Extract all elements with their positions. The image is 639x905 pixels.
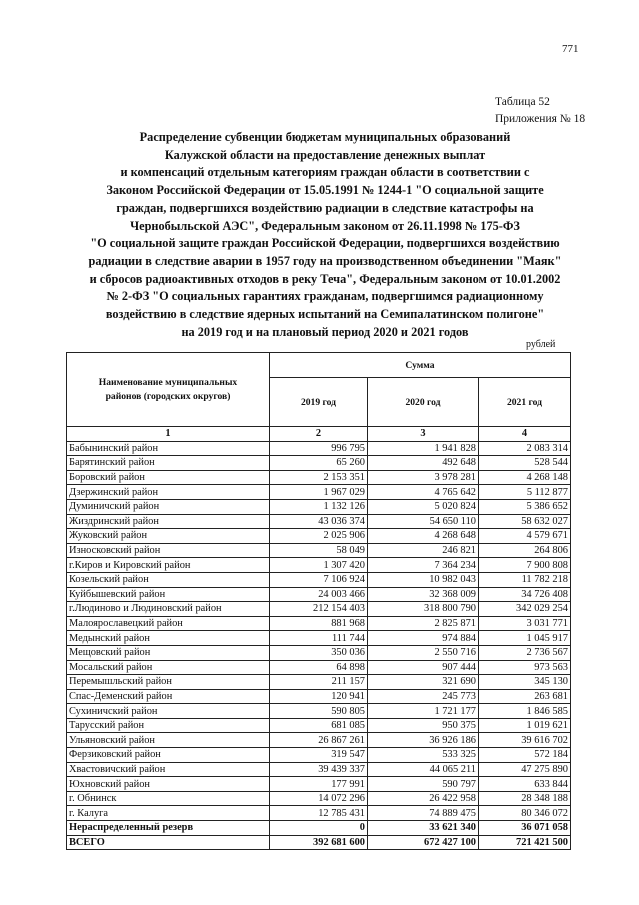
amount-2019-cell: 14 072 296 [270, 791, 368, 806]
amount-2020-cell: 7 364 234 [368, 558, 479, 573]
document-title [60, 129, 590, 341]
amount-2020-cell: 533 325 [368, 748, 479, 763]
header-2021: 2021 год [479, 378, 571, 427]
amount-2021-cell: 1 846 585 [479, 704, 571, 719]
amount-2020-cell: 492 648 [368, 456, 479, 471]
amount-2019-cell: 43 036 374 [270, 514, 368, 529]
table-row [67, 543, 571, 558]
amount-2021-cell: 973 563 [479, 660, 571, 675]
table-row [67, 689, 571, 704]
header-name-line1: Наименование муниципальных [98, 376, 238, 388]
header-name-column [67, 353, 270, 427]
amount-2021-cell: 528 544 [479, 456, 571, 471]
district-name-cell: Ульяновский район [67, 733, 270, 748]
amount-2020-cell: 3 978 281 [368, 470, 479, 485]
amount-2020-cell: 1 941 828 [368, 441, 479, 456]
amount-2020-cell: 4 765 642 [368, 485, 479, 500]
amount-2021-cell: 263 681 [479, 689, 571, 704]
district-name-cell: Барятинский район [67, 456, 270, 471]
district-name-cell: Спас-Деменский район [67, 689, 270, 704]
amount-2021-cell: 4 579 671 [479, 529, 571, 544]
district-name-cell: Жуковский район [67, 529, 270, 544]
column-number-row [67, 427, 571, 442]
table-row [67, 485, 571, 500]
header-row-sum [67, 353, 571, 378]
amount-2020-cell: 974 884 [368, 631, 479, 646]
amount-2020-cell: 318 800 790 [368, 602, 479, 617]
amount-2021-cell: 7 900 808 [479, 558, 571, 573]
amount-2020-cell: 74 889 475 [368, 806, 479, 821]
amount-2021-cell: 342 029 254 [479, 602, 571, 617]
title-line: Распределение субвенции бюджетам муниципальных образований [139, 130, 511, 144]
district-name-cell: Перемышльский район [67, 675, 270, 690]
title-line: № 2-ФЗ "О социальных гарантиях гражданам, подвергшимся радиационному [106, 289, 544, 304]
amount-2020-cell: 33 621 340 [368, 821, 479, 836]
amount-2021-cell: 4 268 148 [479, 470, 571, 485]
amount-2021-cell: 39 616 702 [479, 733, 571, 748]
amount-2021-cell: 2 083 314 [479, 441, 571, 456]
table-row [67, 470, 571, 485]
appendix-label: Приложения № 18 [495, 113, 586, 125]
district-name-cell: Дзержинский район [67, 485, 270, 500]
district-name-cell: Мосальский район [67, 660, 270, 675]
table-row [67, 456, 571, 471]
district-name-cell: г.Людиново и Людиновский район [67, 602, 270, 617]
district-name-cell: Юхновский район [67, 777, 270, 792]
amount-2020-cell: 26 422 958 [368, 791, 479, 806]
amount-2020-cell: 32 368 009 [368, 587, 479, 602]
amount-2019-cell: 64 898 [270, 660, 368, 675]
total-row [67, 835, 571, 850]
amount-2019-cell: 39 439 337 [270, 762, 368, 777]
units-label: рублей [526, 339, 556, 350]
district-name-cell: Бабынинский район [67, 441, 270, 456]
amount-2021-cell: 345 130 [479, 675, 571, 690]
table-row [67, 558, 571, 573]
table-row [67, 675, 571, 690]
district-name-cell: г. Обнинск [67, 791, 270, 806]
district-name-cell: Мещовский район [67, 645, 270, 660]
reserve-row [67, 821, 571, 836]
title-line: граждан, подвергшихся воздействию радиации в следствие катастрофы на [116, 200, 534, 215]
table-row [67, 602, 571, 617]
header-sum: Сумма [270, 353, 571, 378]
table-row [67, 631, 571, 646]
amount-2019-cell: 24 003 466 [270, 587, 368, 602]
amount-2020-cell: 44 065 211 [368, 762, 479, 777]
amount-2019-cell: 1 307 420 [270, 558, 368, 573]
amount-2021-cell: 34 726 408 [479, 587, 571, 602]
table-row [67, 733, 571, 748]
district-name-cell: Думиничский район [67, 499, 270, 514]
district-name-cell: Боровский район [67, 470, 270, 485]
district-name-cell: Медынский район [67, 631, 270, 646]
amount-2021-cell: 36 071 058 [479, 821, 571, 836]
amount-2019-cell: 58 049 [270, 543, 368, 558]
title-line: воздействию в следствие ядерных испытаний на Семипалатинском полигоне" [105, 307, 545, 322]
table-row [67, 587, 571, 602]
amount-2021-cell: 2 736 567 [479, 645, 571, 660]
table-row [67, 572, 571, 587]
amount-2021-cell: 1 019 621 [479, 718, 571, 733]
table-row [67, 499, 571, 514]
amount-2019-cell: 212 154 403 [270, 602, 368, 617]
amount-2021-cell: 28 348 188 [479, 791, 571, 806]
table-row [67, 704, 571, 719]
amount-2020-cell: 5 020 824 [368, 499, 479, 514]
amount-2019-cell: 120 941 [270, 689, 368, 704]
amount-2019-cell: 319 547 [270, 748, 368, 763]
amount-2021-cell: 11 782 218 [479, 572, 571, 587]
table-row [67, 718, 571, 733]
amount-2020-cell: 321 690 [368, 675, 479, 690]
district-name-cell: Тарусский район [67, 718, 270, 733]
amount-2020-cell: 10 982 043 [368, 572, 479, 587]
district-name-cell: г.Киров и Кировский район [67, 558, 270, 573]
amount-2021-cell: 5 386 652 [479, 499, 571, 514]
district-name-cell: Куйбышевский район [67, 587, 270, 602]
amount-2020-cell: 907 444 [368, 660, 479, 675]
table-row [67, 441, 571, 456]
amount-2019-cell: 1 967 029 [270, 485, 368, 500]
subvention-table [66, 352, 571, 850]
amount-2020-cell: 1 721 177 [368, 704, 479, 719]
district-name-cell: Износковский район [67, 543, 270, 558]
table-row [67, 791, 571, 806]
table-row [67, 660, 571, 675]
district-name-cell: Козельский район [67, 572, 270, 587]
title-line: радиации в следствие аварии в 1957 году на производственном объединении "Маяк" [88, 253, 562, 268]
amount-2019-cell: 111 744 [270, 631, 368, 646]
amount-2019-cell: 1 132 126 [270, 499, 368, 514]
amount-2020-cell: 2 550 716 [368, 645, 479, 660]
table-row [67, 762, 571, 777]
amount-2019-cell: 996 795 [270, 441, 368, 456]
amount-2019-cell: 65 260 [270, 456, 368, 471]
title-line: на 2019 год и на плановый период 2020 и 2021 годов [181, 324, 469, 339]
column-number-3: 3 [368, 427, 479, 442]
amount-2020-cell: 4 268 648 [368, 529, 479, 544]
amount-2019-cell: 12 785 431 [270, 806, 368, 821]
amount-2020-cell: 54 650 110 [368, 514, 479, 529]
column-number-4: 4 [479, 427, 571, 442]
district-name-cell: Ферзиковский район [67, 748, 270, 763]
title-line: Законом Российской Федерации от 15.05.1991 № 1244-1 "О социальной защите [106, 183, 544, 198]
amount-2021-cell: 572 184 [479, 748, 571, 763]
amount-2020-cell: 245 773 [368, 689, 479, 704]
amount-2021-cell: 721 421 500 [479, 835, 571, 850]
district-name-cell: ВСЕГО [67, 835, 270, 850]
table-row [67, 616, 571, 631]
table-row [67, 529, 571, 544]
amount-2021-cell: 3 031 771 [479, 616, 571, 631]
amount-2021-cell: 264 806 [479, 543, 571, 558]
amount-2020-cell: 246 821 [368, 543, 479, 558]
amount-2019-cell: 2 153 351 [270, 470, 368, 485]
amount-2021-cell: 80 346 072 [479, 806, 571, 821]
amount-2019-cell: 26 867 261 [270, 733, 368, 748]
district-name-cell: Малоярославецкий район [67, 616, 270, 631]
amount-2019-cell: 350 036 [270, 645, 368, 660]
table-row [67, 777, 571, 792]
amount-2020-cell: 36 926 186 [368, 733, 479, 748]
title-line: Чернобыльской АЭС", Федеральным законом от 26.11.1998 № 175-ФЗ [130, 218, 520, 233]
title-line: Калужской области на предоставление денежных выплат [164, 147, 486, 162]
amount-2019-cell: 7 106 924 [270, 572, 368, 587]
table-row [67, 645, 571, 660]
table-row [67, 514, 571, 529]
header-2019: 2019 год [270, 378, 368, 427]
amount-2021-cell: 1 045 917 [479, 631, 571, 646]
table-label: Таблица 52 [495, 96, 550, 108]
district-name-cell: Жиздринский район [67, 514, 270, 529]
table-row [67, 806, 571, 821]
amount-2019-cell: 0 [270, 821, 368, 836]
amount-2019-cell: 211 157 [270, 675, 368, 690]
amount-2020-cell: 672 427 100 [368, 835, 479, 850]
amount-2021-cell: 633 844 [479, 777, 571, 792]
amount-2019-cell: 681 085 [270, 718, 368, 733]
title-line: и сбросов радиоактивных отходов в реку Теча", Федеральным законом от 10.01.2002 [89, 271, 561, 286]
district-name-cell: Сухиничский район [67, 704, 270, 719]
amount-2019-cell: 2 025 906 [270, 529, 368, 544]
amount-2020-cell: 590 797 [368, 777, 479, 792]
amount-2021-cell: 58 632 027 [479, 514, 571, 529]
amount-2020-cell: 2 825 871 [368, 616, 479, 631]
district-name-cell: Нераспределенный резерв [67, 821, 270, 836]
column-number-2: 2 [270, 427, 368, 442]
district-name-cell: Хвастовичский район [67, 762, 270, 777]
amount-2019-cell: 590 805 [270, 704, 368, 719]
table-row [67, 748, 571, 763]
header-name-line2: районов (городских округов) [105, 390, 231, 402]
title-line: "О социальной защите граждан Российской Федерации, подвергшихся воздействию [90, 236, 560, 251]
amount-2021-cell: 47 275 890 [479, 762, 571, 777]
page-number: 771 [562, 43, 579, 55]
title-line: и компенсаций отдельным категориям граждан области в соответствии с [120, 165, 530, 180]
amount-2021-cell: 5 112 877 [479, 485, 571, 500]
amount-2019-cell: 881 968 [270, 616, 368, 631]
column-number-1: 1 [67, 427, 270, 442]
district-name-cell: г. Калуга [67, 806, 270, 821]
amount-2020-cell: 950 375 [368, 718, 479, 733]
amount-2019-cell: 392 681 600 [270, 835, 368, 850]
table-reference [495, 94, 585, 128]
amount-2019-cell: 177 991 [270, 777, 368, 792]
header-2020: 2020 год [368, 378, 479, 427]
